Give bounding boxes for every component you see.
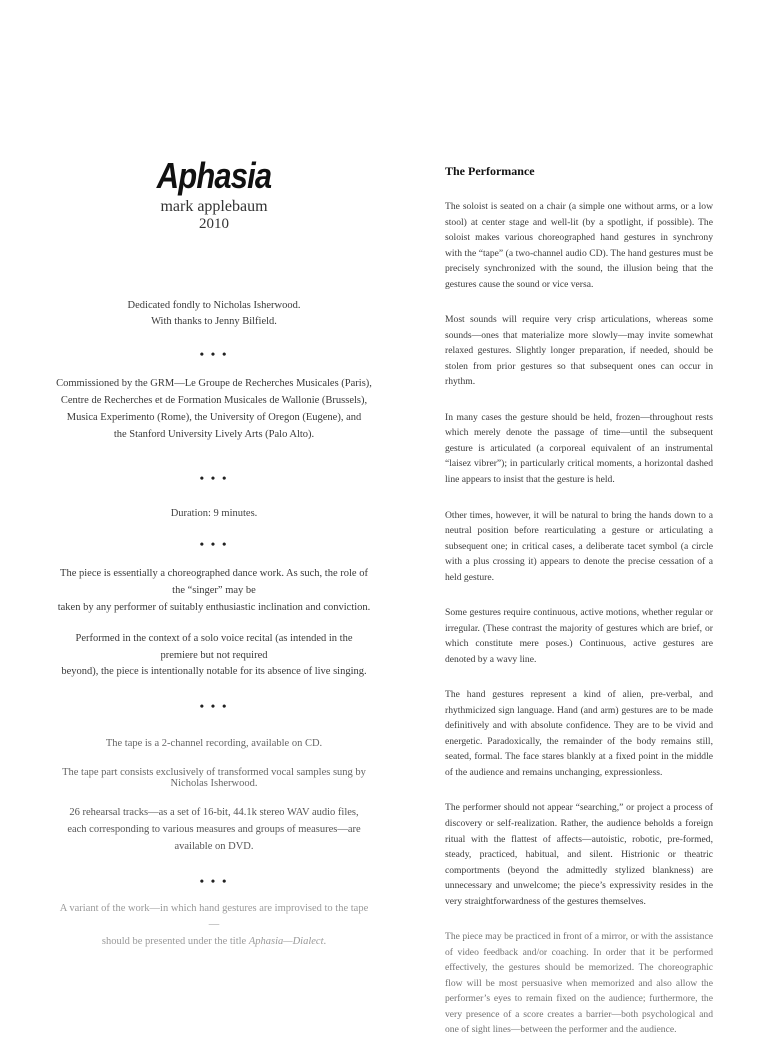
variant-line: [56, 934, 372, 951]
commission-line: the Stanford University Lively Arts (Palo Alto).: [113, 428, 315, 440]
commission-credits: [56, 376, 372, 443]
section-separator: • • •: [199, 471, 229, 486]
performance-paragraph: Other times, however, it will be natural to bring the hands down to a neutral position before rearticulating a gesture or articulating a subsequent one; in critical cases, a deliberate tacet symbol (a circle with a plus crossing it) appears to denote the precise cessation of a held gesture.: [445, 509, 713, 583]
rehearsal-tracks-note: [56, 805, 372, 855]
performance-paragraph: In many cases the gesture should be held, frozen—throughout rests which merely denote the passage of time—until the subsequent gesture is articulated (a corporeal equivalent of an instrumental “laisez vibrer”); in particularly critical moments, a horizontal dashed line appears to insist that the gesture is held.: [445, 411, 713, 485]
essence-line: The piece is essentially a choreographed dance work. As such, the role of the “singer” may be: [60, 568, 368, 597]
dedication-line: Dedicated fondly to Nicholas Isherwood.: [127, 299, 301, 311]
performance-paragraph: The performer should not appear “searching,” or project a process of discovery or self-realization. Rather, the audience beholds a foreign ritual with the flattest of affects—autoistic, robotic, pre-formed, steady, practiced, habitual, and silent. Histrionic or theatric comportments (beyond the admittedly stylized blankness) are unnecessary and unwelcome; the piece’s expressivity resides in the very straightforwardness of the gestures themselves.: [445, 802, 713, 907]
commission-line: Centre de Recherches et de Formation Musicales de Wallonie (Brussels),: [60, 395, 368, 407]
performance-paragraph: The hand gestures represent a kind of alien, pre-verbal, and rhythmicized sign language. Hand (and arm) gestures are to be made definitively and with absolute confidence. They are to be vivid and energetic. Paradoxically, the remainder of the body remains still, seated, formal. The face stares blankly at a fixed point in the middle of the audience and remains unchanging, expressionless.: [445, 689, 713, 778]
variant-note: [56, 901, 372, 951]
rehearsal-line: each corresponding to various measures and groups of measures—are available on DVD.: [67, 824, 361, 852]
performance-paragraph: Most sounds will require very crisp articulations, whereas some sounds—ones that materialize more slowly—may invite somewhat relaxed gestures. Slightly longer preparation, if needed, should be stolen from prior gestures so that subsequent ones can occur in rhythm.: [445, 314, 713, 388]
performance-paragraph: The piece may be practiced in front of a mirror, or with the assistance of video feedback and/or coaching. In order that it be performed effectively, the gestures should be memorized. The choreographic flow will be most persuasive when memorized and also allow the performer’s eyes to remain fixed on the audience; furthermore, the very presence of a score creates a barrier—both psychological and one of sight lines—between the performer and the audience.: [445, 931, 713, 1036]
performance-paragraph: The soloist is seated on a chair (a simple one without arms, or a low stool) at center stage and well-lit (by a spotlight, if possible). The soloist makes various choreographed hand gestures in synchrony with the “tape” (a two-channel audio CD). The hand gestures must be precisely synchronized with the sound, the illusion being that the gestures cause the sound or vice versa.: [445, 201, 713, 290]
composition-year: 2010: [199, 216, 229, 233]
section-separator: • • •: [199, 873, 229, 888]
performance-notes-column: [445, 164, 713, 1058]
variant-text: should be presented under the title: [101, 936, 249, 948]
context-line: Performed in the context of a solo voice recital (as intended in the premiere but not required: [75, 632, 353, 661]
commission-line: Musica Experimento (Rome), the University of Oregon (Eugene), and: [66, 411, 362, 423]
commission-line: Commissioned by the GRM—Le Groupe de Recherches Musicales (Paris),: [56, 378, 372, 390]
rehearsal-line: 26 rehearsal tracks—as a set of 16-bit, 44.1k stereo WAV audio files,: [69, 807, 359, 819]
tape-recording-note: The tape is a 2-channel recording, available on CD.: [105, 738, 323, 750]
dedication: [56, 298, 372, 332]
duration: Duration: 9 minutes.: [170, 508, 258, 520]
performance-paragraph: Some gestures require continuous, active motions, whether regular or irregular. (These contrast the majority of gestures which are brief, or which constitute mere poses.) Continuous, active gestures are denoted by a wavy line.: [445, 607, 713, 665]
essence-line: taken by any performer of suitably enthusiastic inclination and conviction.: [57, 602, 371, 614]
variant-line: A variant of the work—in which hand gestures are improvised to the tape—: [59, 902, 369, 931]
context-line: beyond), the piece is intentionally notable for its absence of live singing.: [61, 666, 367, 678]
section-separator: • • •: [199, 699, 229, 714]
essence-note: [56, 566, 372, 616]
work-title: Aphasia: [156, 155, 272, 196]
composer-name: mark applebaum: [160, 198, 268, 215]
variant-title: Aphasia—Dialect: [248, 936, 324, 948]
section-separator: • • •: [199, 347, 229, 362]
variant-text: .: [323, 936, 327, 948]
title-page-column: [56, 148, 372, 951]
dedication-line: With thanks to Jenny Bilfield.: [151, 316, 277, 328]
performance-heading: The Performance: [445, 164, 535, 178]
section-separator: • • •: [199, 537, 229, 552]
recital-context-note: [56, 631, 372, 681]
tape-samples-note: The tape part consists exclusively of transformed vocal samples sung by Nicholas Isherwood.: [62, 767, 366, 790]
